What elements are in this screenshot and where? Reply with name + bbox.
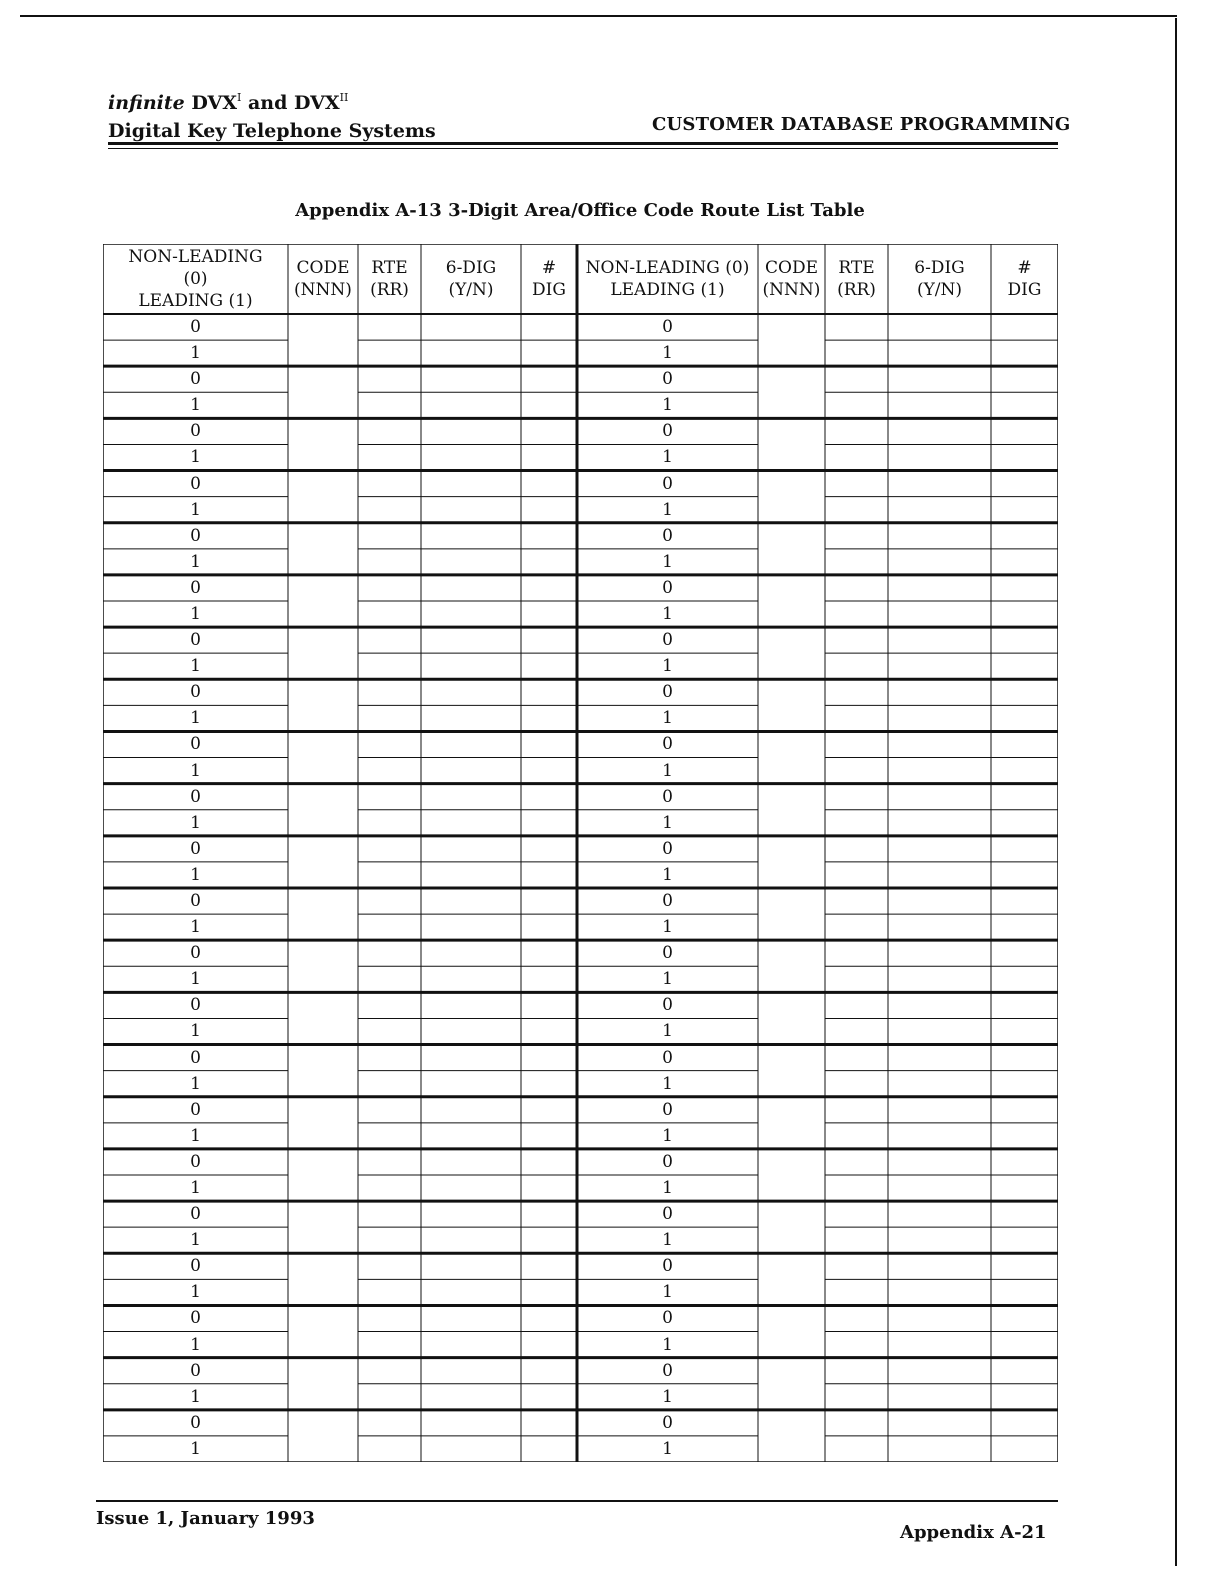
left-leading-value: 0 — [190, 577, 201, 598]
left-leading-value: 1 — [190, 812, 201, 833]
right-header-leading: NON-LEADING (0) LEADING (1) — [585, 258, 750, 300]
right-leading-value: 1 — [662, 1386, 673, 1407]
left-leading-value: 0 — [190, 630, 201, 651]
right-leading-value: 0 — [662, 369, 673, 390]
left-leading-value: 0 — [190, 995, 201, 1016]
right-header-rte: RTE (RR) — [837, 258, 876, 300]
route-list-table — [103, 244, 1058, 1462]
left-leading-value: 0 — [190, 1308, 201, 1329]
left-leading-value: 0 — [190, 734, 201, 755]
left-leading-value: 1 — [190, 1021, 201, 1042]
left-leading-value: 0 — [190, 525, 201, 546]
right-leading-value: 0 — [662, 1412, 673, 1433]
left-header-code: CODE (NNN) — [294, 258, 352, 300]
right-leading-value: 0 — [662, 786, 673, 807]
right-header-code: CODE (NNN) — [762, 258, 821, 300]
left-leading-value: 0 — [190, 1256, 201, 1277]
left-leading-value: 1 — [190, 1230, 201, 1251]
left-leading-value: 1 — [190, 1282, 201, 1303]
right-leading-value: 1 — [662, 551, 673, 572]
left-leading-value: 0 — [190, 1047, 201, 1068]
left-header-leading: NON-LEADING (0) LEADING (1) — [128, 247, 263, 311]
right-leading-value: 0 — [662, 317, 673, 338]
right-leading-value: 0 — [662, 1256, 673, 1277]
left-header-6dig: 6-DIG (Y/N) — [445, 258, 497, 300]
left-leading-value: 1 — [190, 864, 201, 885]
left-leading-value: 1 — [190, 917, 201, 938]
right-leading-value: 1 — [662, 395, 673, 416]
left-leading-value: 0 — [190, 943, 201, 964]
right-leading-value: 1 — [662, 1073, 673, 1094]
right-leading-value: 1 — [662, 1178, 673, 1199]
right-leading-value: 0 — [662, 1151, 673, 1172]
footer-issue: Issue 1, January 1993 — [96, 1508, 315, 1529]
right-leading-value: 0 — [662, 1204, 673, 1225]
right-leading-value: 0 — [662, 682, 673, 703]
left-leading-value: 1 — [190, 969, 201, 990]
right-leading-value: 1 — [662, 1125, 673, 1146]
left-leading-value: 0 — [190, 473, 201, 494]
right-header-6dig: 6-DIG (Y/N) — [914, 258, 965, 300]
document-subtitle: Digital Key Telephone Systems — [108, 120, 436, 142]
left-leading-value: 0 — [190, 838, 201, 859]
page-frame-top — [20, 15, 1177, 17]
left-leading-value: 1 — [190, 1178, 201, 1199]
right-leading-value: 1 — [662, 343, 673, 364]
footer-page-number: Appendix A-21 — [900, 1522, 1047, 1543]
left-leading-value: 1 — [190, 1125, 201, 1146]
left-header-num-dig: # DIG — [532, 258, 566, 300]
right-leading-value: 0 — [662, 891, 673, 912]
product-dvx-2-sup: II — [339, 91, 349, 104]
left-leading-value: 0 — [190, 786, 201, 807]
right-leading-value: 1 — [662, 656, 673, 677]
right-header-num-dig: # DIG — [1007, 258, 1042, 300]
product-dvx-1: DVX — [191, 92, 238, 114]
left-leading-value: 0 — [190, 421, 201, 442]
header-rule-thin — [108, 148, 1058, 149]
right-leading-value: 1 — [662, 604, 673, 625]
header-rule-thick — [108, 142, 1058, 145]
page-frame-right — [1175, 18, 1177, 1566]
left-leading-value: 1 — [190, 604, 201, 625]
left-leading-value: 0 — [190, 369, 201, 390]
right-leading-value: 0 — [662, 838, 673, 859]
left-leading-value: 1 — [190, 1334, 201, 1355]
footer-rule — [96, 1500, 1058, 1502]
left-leading-value: 0 — [190, 317, 201, 338]
left-leading-value: 1 — [190, 447, 201, 468]
right-leading-value: 1 — [662, 1438, 673, 1459]
document-header-left — [108, 84, 436, 145]
product-dvx-2: and DVX — [248, 92, 340, 114]
left-leading-value: 1 — [190, 499, 201, 520]
right-leading-value: 0 — [662, 1047, 673, 1068]
left-leading-value: 1 — [190, 343, 201, 364]
brand-name: infinite — [108, 92, 185, 114]
right-leading-value: 0 — [662, 577, 673, 598]
right-leading-value: 1 — [662, 1230, 673, 1251]
right-leading-value: 1 — [662, 812, 673, 833]
right-leading-value: 0 — [662, 995, 673, 1016]
left-leading-value: 0 — [190, 1204, 201, 1225]
left-leading-value: 1 — [190, 708, 201, 729]
right-leading-value: 1 — [662, 708, 673, 729]
left-leading-value: 1 — [190, 1438, 201, 1459]
left-leading-value: 1 — [190, 760, 201, 781]
left-leading-value: 1 — [190, 1073, 201, 1094]
right-leading-value: 0 — [662, 525, 673, 546]
right-leading-value: 1 — [662, 760, 673, 781]
right-leading-value: 1 — [662, 864, 673, 885]
right-leading-value: 0 — [662, 1099, 673, 1120]
right-leading-value: 1 — [662, 499, 673, 520]
left-leading-value: 1 — [190, 551, 201, 572]
right-leading-value: 1 — [662, 969, 673, 990]
left-leading-value: 0 — [190, 1412, 201, 1433]
left-header-rte: RTE (RR) — [370, 258, 409, 300]
table-title: Appendix A-13 3-Digit Area/Office Code Route List Table — [295, 200, 865, 221]
section-title: CUSTOMER DATABASE PROGRAMMING — [652, 114, 1071, 135]
left-leading-value: 0 — [190, 1151, 201, 1172]
right-leading-value: 1 — [662, 1334, 673, 1355]
right-leading-value: 1 — [662, 447, 673, 468]
left-leading-value: 1 — [190, 1386, 201, 1407]
right-leading-value: 0 — [662, 1360, 673, 1381]
product-dvx-1-sup: I — [237, 91, 242, 104]
right-leading-value: 1 — [662, 1282, 673, 1303]
left-leading-value: 0 — [190, 1360, 201, 1381]
left-leading-value: 0 — [190, 891, 201, 912]
right-leading-value: 0 — [662, 1308, 673, 1329]
right-leading-value: 0 — [662, 421, 673, 442]
right-leading-value: 0 — [662, 473, 673, 494]
right-leading-value: 0 — [662, 734, 673, 755]
right-leading-value: 1 — [662, 917, 673, 938]
left-leading-value: 0 — [190, 1099, 201, 1120]
right-leading-value: 0 — [662, 943, 673, 964]
left-leading-value: 1 — [190, 395, 201, 416]
right-leading-value: 0 — [662, 630, 673, 651]
left-leading-value: 1 — [190, 656, 201, 677]
right-leading-value: 1 — [662, 1021, 673, 1042]
left-leading-value: 0 — [190, 682, 201, 703]
